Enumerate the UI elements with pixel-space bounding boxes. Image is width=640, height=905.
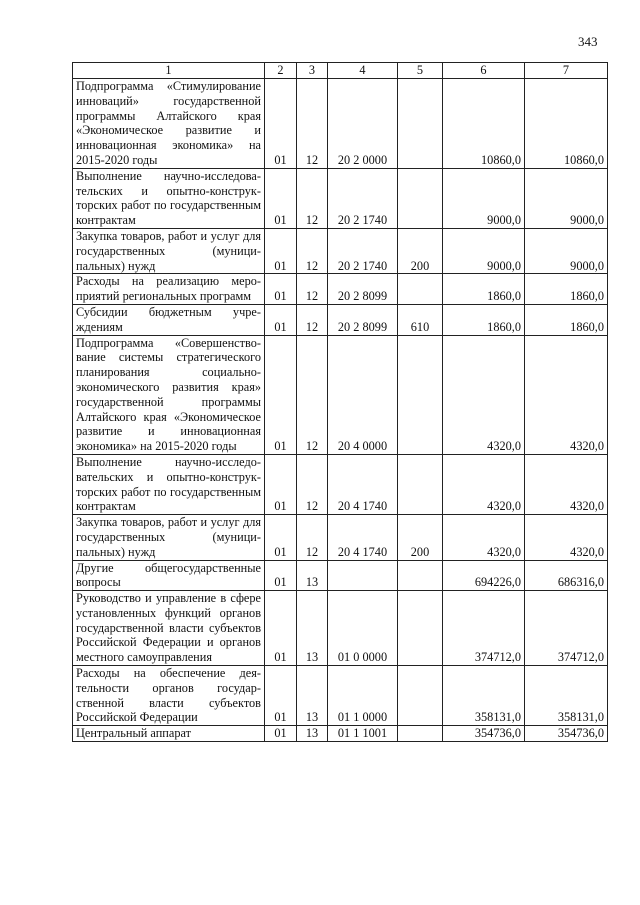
row-amount-2: 374712,0: [525, 591, 608, 666]
row-amount-1: 354736,0: [443, 726, 525, 742]
row-expense-type: [398, 560, 443, 591]
row-subsection: 12: [297, 79, 328, 169]
row-target-article: 20 4 1740: [328, 454, 398, 514]
row-amount-1: 694226,0: [443, 560, 525, 591]
row-amount-1: 10860,0: [443, 79, 525, 169]
column-header: 3: [297, 63, 328, 79]
row-amount-2: 686316,0: [525, 560, 608, 591]
row-subsection: 13: [297, 726, 328, 742]
row-amount-2: 9000,0: [525, 228, 608, 273]
table-row: [73, 79, 608, 169]
row-expense-type: [398, 335, 443, 454]
row-target-article: 20 2 1740: [328, 228, 398, 273]
row-amount-2: 358131,0: [525, 666, 608, 726]
row-amount-1: 358131,0: [443, 666, 525, 726]
table-row: [73, 168, 608, 228]
page-number: 343: [578, 34, 598, 49]
table-row: [73, 666, 608, 726]
row-subsection: 12: [297, 274, 328, 305]
row-amount-2: 354736,0: [525, 726, 608, 742]
row-amount-1: 4320,0: [443, 515, 525, 560]
row-target-article: 01 1 1001: [328, 726, 398, 742]
row-amount-2: 10860,0: [525, 79, 608, 169]
row-section: 01: [265, 335, 297, 454]
row-section: 01: [265, 666, 297, 726]
column-header: 1: [73, 63, 265, 79]
row-expense-type: [398, 726, 443, 742]
budget-table: [72, 62, 608, 742]
row-section: 01: [265, 726, 297, 742]
row-subsection: 12: [297, 228, 328, 273]
row-expense-type: [398, 454, 443, 514]
row-amount-2: 4320,0: [525, 454, 608, 514]
row-amount-1: 4320,0: [443, 335, 525, 454]
row-amount-1: 1860,0: [443, 274, 525, 305]
row-subsection: 12: [297, 515, 328, 560]
row-name: Выполнение научно-исследовательских и опытно-конструкторских работ по государственным контрактам: [73, 168, 265, 228]
row-amount-2: 4320,0: [525, 335, 608, 454]
row-expense-type: 610: [398, 304, 443, 335]
row-target-article: 20 4 0000: [328, 335, 398, 454]
row-section: 01: [265, 168, 297, 228]
row-expense-type: [398, 274, 443, 305]
table-row: [73, 726, 608, 742]
row-name: Другие общегосударственные вопросы: [73, 560, 265, 591]
row-target-article: 01 0 0000: [328, 591, 398, 666]
row-subsection: 12: [297, 168, 328, 228]
row-expense-type: [398, 591, 443, 666]
row-section: 01: [265, 79, 297, 169]
row-section: 01: [265, 228, 297, 273]
row-amount-1: 4320,0: [443, 454, 525, 514]
row-amount-2: 1860,0: [525, 274, 608, 305]
row-name: Расходы на обеспечение деятельности органов государственной власти субъектов Российской Федерации: [73, 666, 265, 726]
row-name: Подпрограмма «Совершенствование системы стратегического планирования социально-экономического развития края» государственной программы Алтайского края «Экономическое развитие и инновационная экономика» на 2015-2020 годы: [73, 335, 265, 454]
row-amount-2: 4320,0: [525, 515, 608, 560]
column-header: 6: [443, 63, 525, 79]
row-name: Расходы на реализацию мероприятий региональных программ: [73, 274, 265, 305]
row-section: 01: [265, 454, 297, 514]
table-row: [73, 228, 608, 273]
header-row: [73, 63, 608, 79]
row-amount-2: 9000,0: [525, 168, 608, 228]
column-header: 4: [328, 63, 398, 79]
table-row: [73, 304, 608, 335]
table-row: [73, 335, 608, 454]
row-subsection: 12: [297, 304, 328, 335]
row-target-article: 20 2 8099: [328, 304, 398, 335]
table-row: [73, 454, 608, 514]
row-subsection: 13: [297, 560, 328, 591]
row-target-article: 20 2 1740: [328, 168, 398, 228]
row-name: Центральный аппарат: [73, 726, 265, 742]
row-target-article: 20 2 8099: [328, 274, 398, 305]
row-target-article: [328, 560, 398, 591]
column-header: 5: [398, 63, 443, 79]
row-section: 01: [265, 304, 297, 335]
table-row: [73, 274, 608, 305]
row-subsection: 12: [297, 335, 328, 454]
row-name: Закупка товаров, работ и услуг для государственных (муниципальных) нужд: [73, 515, 265, 560]
row-name: Руководство и управление в сфере установленных функций органов государственной власти субъектов Российской Федерации и органов местного самоуправления: [73, 591, 265, 666]
row-expense-type: [398, 168, 443, 228]
column-header: 7: [525, 63, 608, 79]
row-expense-type: [398, 79, 443, 169]
table-row: [73, 560, 608, 591]
row-name: Выполнение научно-исследовательских и опытно-конструкторских работ по государственным контрактам: [73, 454, 265, 514]
row-section: 01: [265, 591, 297, 666]
row-section: 01: [265, 515, 297, 560]
row-amount-1: 1860,0: [443, 304, 525, 335]
row-amount-1: 9000,0: [443, 228, 525, 273]
row-name: Подпрограмма «Стимулирование инноваций» государственной программы Алтайского края «Экономическое развитие и инновационная экономика» на 2015-2020 годы: [73, 79, 265, 169]
row-target-article: 20 2 0000: [328, 79, 398, 169]
row-amount-2: 1860,0: [525, 304, 608, 335]
row-section: 01: [265, 274, 297, 305]
row-expense-type: [398, 666, 443, 726]
column-header: 2: [265, 63, 297, 79]
row-amount-1: 9000,0: [443, 168, 525, 228]
row-subsection: 12: [297, 454, 328, 514]
row-amount-1: 374712,0: [443, 591, 525, 666]
row-subsection: 13: [297, 666, 328, 726]
row-subsection: 13: [297, 591, 328, 666]
row-expense-type: 200: [398, 228, 443, 273]
table-row: [73, 591, 608, 666]
row-name: Закупка товаров, работ и услуг для государственных (муниципальных) нужд: [73, 228, 265, 273]
row-section: 01: [265, 560, 297, 591]
row-target-article: 20 4 1740: [328, 515, 398, 560]
row-expense-type: 200: [398, 515, 443, 560]
row-name: Субсидии бюджетным учреждениям: [73, 304, 265, 335]
table-row: [73, 515, 608, 560]
row-target-article: 01 1 0000: [328, 666, 398, 726]
